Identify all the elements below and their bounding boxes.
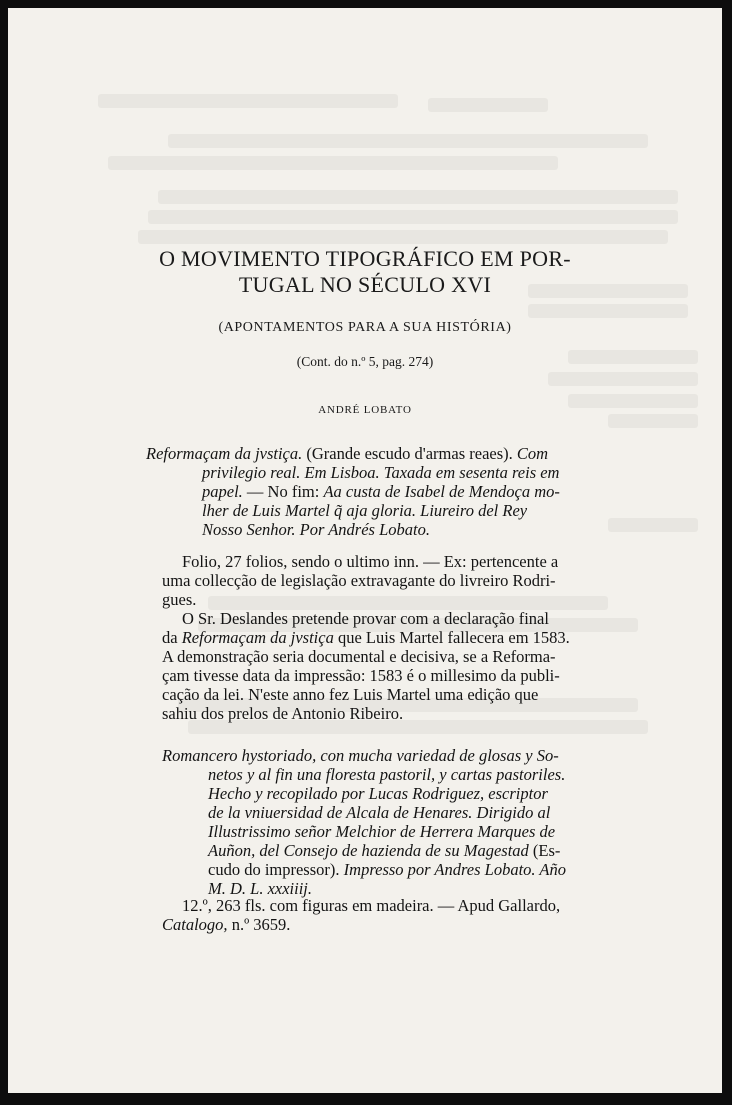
entry-line: netos y al fin una floresta pastoril, y cartas pastoriles.	[208, 765, 566, 784]
bibliographic-entry-reformacam	[146, 444, 630, 539]
text-line: çam tivesse data da impressão: 1583 é o millesimo da publi-	[162, 666, 560, 685]
text-line: uma collecção de legislação extravagante do livreiro Rodri-	[162, 571, 556, 590]
bibliographic-entry-romancero	[162, 746, 634, 898]
entry-line: de la vniuersidad de Alcala de Henares. Dirigido al	[208, 803, 551, 822]
text-line: sahiu dos prelos de Antonio Ribeiro.	[162, 704, 404, 723]
entry-line: Hecho y recopilado por Lucas Rodriguez, escriptor	[208, 784, 548, 803]
entry-line: cudo do impressor). Impresso por Andres Lobato. Año	[208, 860, 566, 879]
text-line: A demonstração seria documental e decisiva, se a Reforma-	[162, 647, 556, 666]
author-heading: ANDRÉ LOBATO	[318, 404, 412, 416]
text-line: O Sr. Deslandes pretende provar com a declaração final	[182, 609, 549, 628]
entry-line: papel. — No fim: Aa custa de Isabel de Mendoça mo-	[202, 482, 560, 501]
document-page	[8, 8, 722, 1093]
text-line: cação da lei. N'este anno fez Luis Martel uma edição que	[162, 685, 539, 704]
entry-line: Reformaçam da jvstiça. (Grande escudo d'armas reaes). Com	[146, 444, 549, 463]
entry-line: Nosso Senhor. Por Andrés Lobato.	[202, 520, 430, 539]
entry-line: Illustrissimo señor Melchior de Herrera Marques de	[208, 822, 556, 841]
article-title-line-1: O MOVIMENTO TIPOGRÁFICO EM POR-	[159, 246, 571, 271]
article-title-line-2: TUGAL NO SÉCULO XVI	[238, 272, 492, 297]
text-line: Catalogo, n.º 3659.	[162, 915, 291, 934]
article-subtitle: (APONTAMENTOS PARA A SUA HISTÓRIA)	[218, 320, 512, 335]
catalog-note-paragraph	[162, 896, 632, 934]
continuation-note: (Cont. do n.º 5, pag. 274)	[296, 354, 434, 369]
entry-line: Romancero hystoriado, con mucha variedad de glosas y So-	[162, 746, 559, 765]
entry-line: lher de Luis Martel q̃ aja gloria. Liureiro del Rey	[202, 501, 528, 520]
entry-line: Auñon, del Consejo de hazienda de su Magestad (Es-	[208, 841, 561, 860]
text-line: da Reformaçam da jvstiça que Luis Martel fallecera em 1583.	[162, 628, 570, 647]
text-line: Folio, 27 folios, sendo o ultimo inn. — Ex: pertencente a	[182, 552, 559, 571]
commentary-paragraph	[162, 552, 632, 723]
text-line: 12.º, 263 fls. com figuras em madeira. — Apud Gallardo,	[182, 896, 561, 915]
text-line: gues.	[162, 590, 197, 609]
entry-line: M. D. L. xxxiiij.	[208, 879, 313, 898]
entry-line: privilegio real. Em Lisboa. Taxada em sesenta reis em	[202, 463, 560, 482]
